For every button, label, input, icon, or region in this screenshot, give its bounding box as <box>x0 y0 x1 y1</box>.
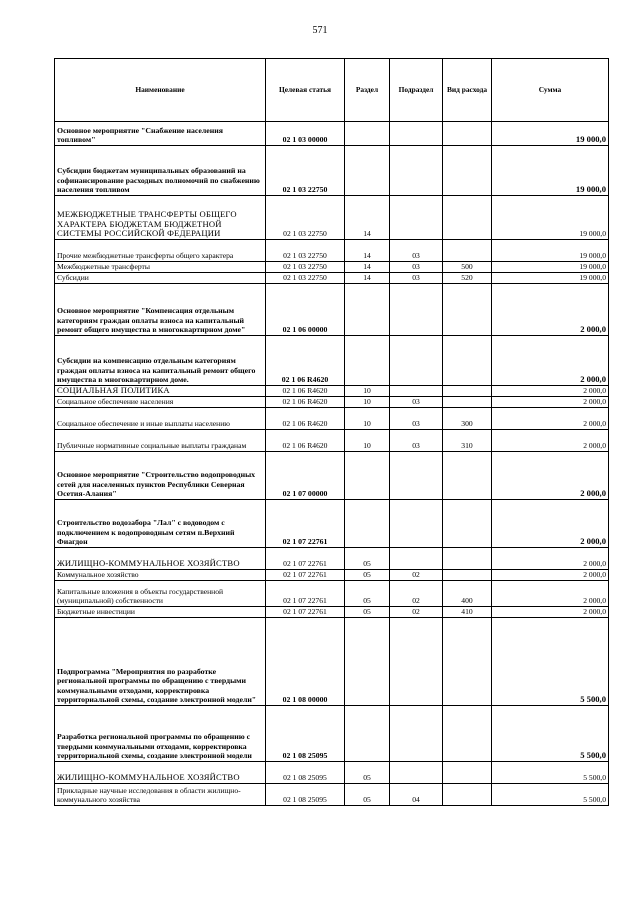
row-subsection: 04 <box>390 784 443 806</box>
row-type <box>443 618 492 706</box>
table-row <box>55 784 609 806</box>
row-type: 400 <box>443 581 492 607</box>
table-row <box>55 240 609 262</box>
row-sum: 2 000,0 <box>492 548 609 570</box>
row-section <box>345 452 390 500</box>
row-type <box>443 196 492 240</box>
row-subsection <box>390 706 443 762</box>
table-row <box>55 607 609 618</box>
row-section: 05 <box>345 762 390 784</box>
table-row <box>55 706 609 762</box>
row-name: Основное мероприятие "Снабжение населения топливом" <box>55 122 266 146</box>
row-code: 02 1 03 00000 <box>266 122 345 146</box>
row-sum: 2 000,0 <box>492 397 609 408</box>
table-row <box>55 262 609 273</box>
row-type <box>443 500 492 548</box>
row-section: 10 <box>345 386 390 397</box>
row-sum: 2 000,0 <box>492 430 609 452</box>
row-name: Субсидии <box>55 273 266 284</box>
row-code: 02 1 07 22761 <box>266 500 345 548</box>
row-code: 02 1 08 25095 <box>266 706 345 762</box>
row-name: МЕЖБЮДЖЕТНЫЕ ТРАНСФЕРТЫ ОБЩЕГО ХАРАКТЕРА БЮДЖЕТАМ БЮДЖЕТНОЙ СИСТЕМЫ РОССИЙСКОЙ ФЕДЕРАЦИИ <box>55 196 266 240</box>
row-name: ЖИЛИЩНО-КОММУНАЛЬНОЕ ХОЗЯЙСТВО <box>55 548 266 570</box>
row-type <box>443 240 492 262</box>
header-subsection: Подраздел <box>390 59 443 122</box>
table-row <box>55 146 609 196</box>
row-name: Межбюджетные трансферты <box>55 262 266 273</box>
row-section <box>345 122 390 146</box>
header-sum: Сумма <box>492 59 609 122</box>
row-sum: 19 000,0 <box>492 240 609 262</box>
row-subsection <box>390 146 443 196</box>
row-type <box>443 146 492 196</box>
row-code: 02 1 03 22750 <box>266 262 345 273</box>
row-sum: 2 000,0 <box>492 500 609 548</box>
row-sum: 2 000,0 <box>492 581 609 607</box>
row-subsection <box>390 336 443 386</box>
row-section: 14 <box>345 240 390 262</box>
row-code: 02 1 06 00000 <box>266 284 345 336</box>
row-name: Бюджетные инвестиции <box>55 607 266 618</box>
row-sum: 5 500,0 <box>492 762 609 784</box>
row-section: 05 <box>345 548 390 570</box>
row-name: Строительство водозабора "Лал" с водоводом с подключением к водопроводным сетям п.Верхний Фиагдон <box>55 500 266 548</box>
row-subsection: 03 <box>390 262 443 273</box>
row-code: 02 1 03 22750 <box>266 240 345 262</box>
header-name: Наименование <box>55 59 266 122</box>
table-body <box>55 122 609 806</box>
row-subsection <box>390 762 443 784</box>
row-section: 14 <box>345 196 390 240</box>
row-subsection <box>390 122 443 146</box>
row-code: 02 1 03 22750 <box>266 146 345 196</box>
row-section: 05 <box>345 570 390 581</box>
table-row <box>55 581 609 607</box>
row-name: Публичные нормативные социальные выплаты гражданам <box>55 430 266 452</box>
row-name: Социальное обеспечение и иные выплаты населению <box>55 408 266 430</box>
row-subsection <box>390 196 443 240</box>
row-name: Основное мероприятие "Строительство водопроводных сетей для населенных пунктов Республики Северная Осетия-Алания" <box>55 452 266 500</box>
row-subsection: 02 <box>390 570 443 581</box>
row-sum: 5 500,0 <box>492 784 609 806</box>
row-code: 02 1 07 22761 <box>266 581 345 607</box>
row-code: 02 1 06 R4620 <box>266 397 345 408</box>
row-section: 05 <box>345 581 390 607</box>
row-sum: 2 000,0 <box>492 570 609 581</box>
row-subsection: 03 <box>390 397 443 408</box>
row-name: Прикладные научные исследования в области жилищно-коммунального хозяйства <box>55 784 266 806</box>
row-sum: 2 000,0 <box>492 408 609 430</box>
row-sum: 19 000,0 <box>492 262 609 273</box>
table-header-row <box>55 59 609 122</box>
row-type <box>443 122 492 146</box>
row-code: 02 1 08 25095 <box>266 784 345 806</box>
row-type <box>443 284 492 336</box>
row-sum: 19 000,0 <box>492 122 609 146</box>
row-type: 310 <box>443 430 492 452</box>
row-sum: 5 500,0 <box>492 618 609 706</box>
row-code: 02 1 07 22761 <box>266 607 345 618</box>
row-section <box>345 618 390 706</box>
table-row <box>55 762 609 784</box>
row-type <box>443 570 492 581</box>
row-code: 02 1 08 00000 <box>266 618 345 706</box>
header-code: Целевая статья <box>266 59 345 122</box>
row-subsection <box>390 386 443 397</box>
row-name: Подпрограмма "Мероприятия по разработке региональной программы по обращению с твердыми коммунальными отходами, корректировка территориальной схемы, создание электронной модели" <box>55 618 266 706</box>
header-section: Раздел <box>345 59 390 122</box>
row-name: СОЦИАЛЬНАЯ ПОЛИТИКА <box>55 386 266 397</box>
row-section: 14 <box>345 262 390 273</box>
row-code: 02 1 07 22761 <box>266 570 345 581</box>
table-row <box>55 196 609 240</box>
row-sum: 2 000,0 <box>492 386 609 397</box>
row-sum: 2 000,0 <box>492 284 609 336</box>
row-code: 02 1 03 22750 <box>266 196 345 240</box>
table-row <box>55 284 609 336</box>
row-name: ЖИЛИЩНО-КОММУНАЛЬНОЕ ХОЗЯЙСТВО <box>55 762 266 784</box>
row-type <box>443 706 492 762</box>
row-code: 02 1 03 22750 <box>266 273 345 284</box>
row-subsection: 02 <box>390 607 443 618</box>
row-sum: 19 000,0 <box>492 196 609 240</box>
row-type <box>443 386 492 397</box>
row-code: 02 1 07 00000 <box>266 452 345 500</box>
row-type: 520 <box>443 273 492 284</box>
row-type <box>443 784 492 806</box>
row-type: 300 <box>443 408 492 430</box>
table-row <box>55 397 609 408</box>
row-type <box>443 452 492 500</box>
budget-table <box>54 58 609 806</box>
row-subsection <box>390 284 443 336</box>
row-section <box>345 500 390 548</box>
row-section <box>345 336 390 386</box>
row-code: 02 1 06 R4620 <box>266 336 345 386</box>
row-type: 500 <box>443 262 492 273</box>
row-name: Субсидии бюджетам муниципальных образований на софинансирование расходных полномочий по снабжению населения топливом <box>55 146 266 196</box>
row-name: Субсидии на компенсацию отдельным категориям граждан оплаты взноса на капитальный ремонт общего имущества в многоквартирном доме. <box>55 336 266 386</box>
row-sum: 5 500,0 <box>492 706 609 762</box>
table-row <box>55 386 609 397</box>
row-subsection: 03 <box>390 408 443 430</box>
row-sum: 2 000,0 <box>492 607 609 618</box>
row-section <box>345 284 390 336</box>
header-type: Вид расхода <box>443 59 492 122</box>
row-section: 10 <box>345 430 390 452</box>
row-code: 02 1 06 R4620 <box>266 430 345 452</box>
row-section: 10 <box>345 397 390 408</box>
row-section: 05 <box>345 784 390 806</box>
row-subsection: 02 <box>390 581 443 607</box>
row-section: 10 <box>345 408 390 430</box>
row-section <box>345 146 390 196</box>
row-name: Капитальные вложения в объекты государственной (муниципальной) собственности <box>55 581 266 607</box>
table-row <box>55 500 609 548</box>
row-type <box>443 762 492 784</box>
page-number: 571 <box>312 25 328 36</box>
row-section: 14 <box>345 273 390 284</box>
row-section: 05 <box>345 607 390 618</box>
row-subsection <box>390 452 443 500</box>
row-code: 02 1 06 R4620 <box>266 408 345 430</box>
row-subsection <box>390 618 443 706</box>
row-section <box>345 706 390 762</box>
row-subsection <box>390 500 443 548</box>
row-sum: 2 000,0 <box>492 452 609 500</box>
row-sum: 2 000,0 <box>492 336 609 386</box>
row-code: 02 1 06 R4620 <box>266 386 345 397</box>
row-name: Основное мероприятие "Компенсация отдельным категориям граждан оплаты взноса на капитальный ремонт общего имущества в многоквартирном доме" <box>55 284 266 336</box>
row-type <box>443 548 492 570</box>
table-row <box>55 548 609 570</box>
row-type: 410 <box>443 607 492 618</box>
table-row <box>55 452 609 500</box>
table-row <box>55 408 609 430</box>
row-sum: 19 000,0 <box>492 146 609 196</box>
row-name: Разработка региональной программы по обращению с твердыми коммунальными отходами, корректировка территориальной схемы, создание электронной модели <box>55 706 266 762</box>
table-row <box>55 618 609 706</box>
row-name: Коммунальное хозяйство <box>55 570 266 581</box>
table-row <box>55 430 609 452</box>
table-row <box>55 122 609 146</box>
row-sum: 19 000,0 <box>492 273 609 284</box>
row-code: 02 1 07 22761 <box>266 548 345 570</box>
row-name: Прочие межбюджетные трансферты общего характера <box>55 240 266 262</box>
table-row <box>55 273 609 284</box>
row-subsection: 03 <box>390 240 443 262</box>
table-row <box>55 570 609 581</box>
row-subsection <box>390 548 443 570</box>
row-type <box>443 336 492 386</box>
row-subsection: 03 <box>390 273 443 284</box>
row-subsection: 03 <box>390 430 443 452</box>
table-row <box>55 336 609 386</box>
row-name: Социальное обеспечение населения <box>55 397 266 408</box>
row-code: 02 1 08 25095 <box>266 762 345 784</box>
row-type <box>443 397 492 408</box>
